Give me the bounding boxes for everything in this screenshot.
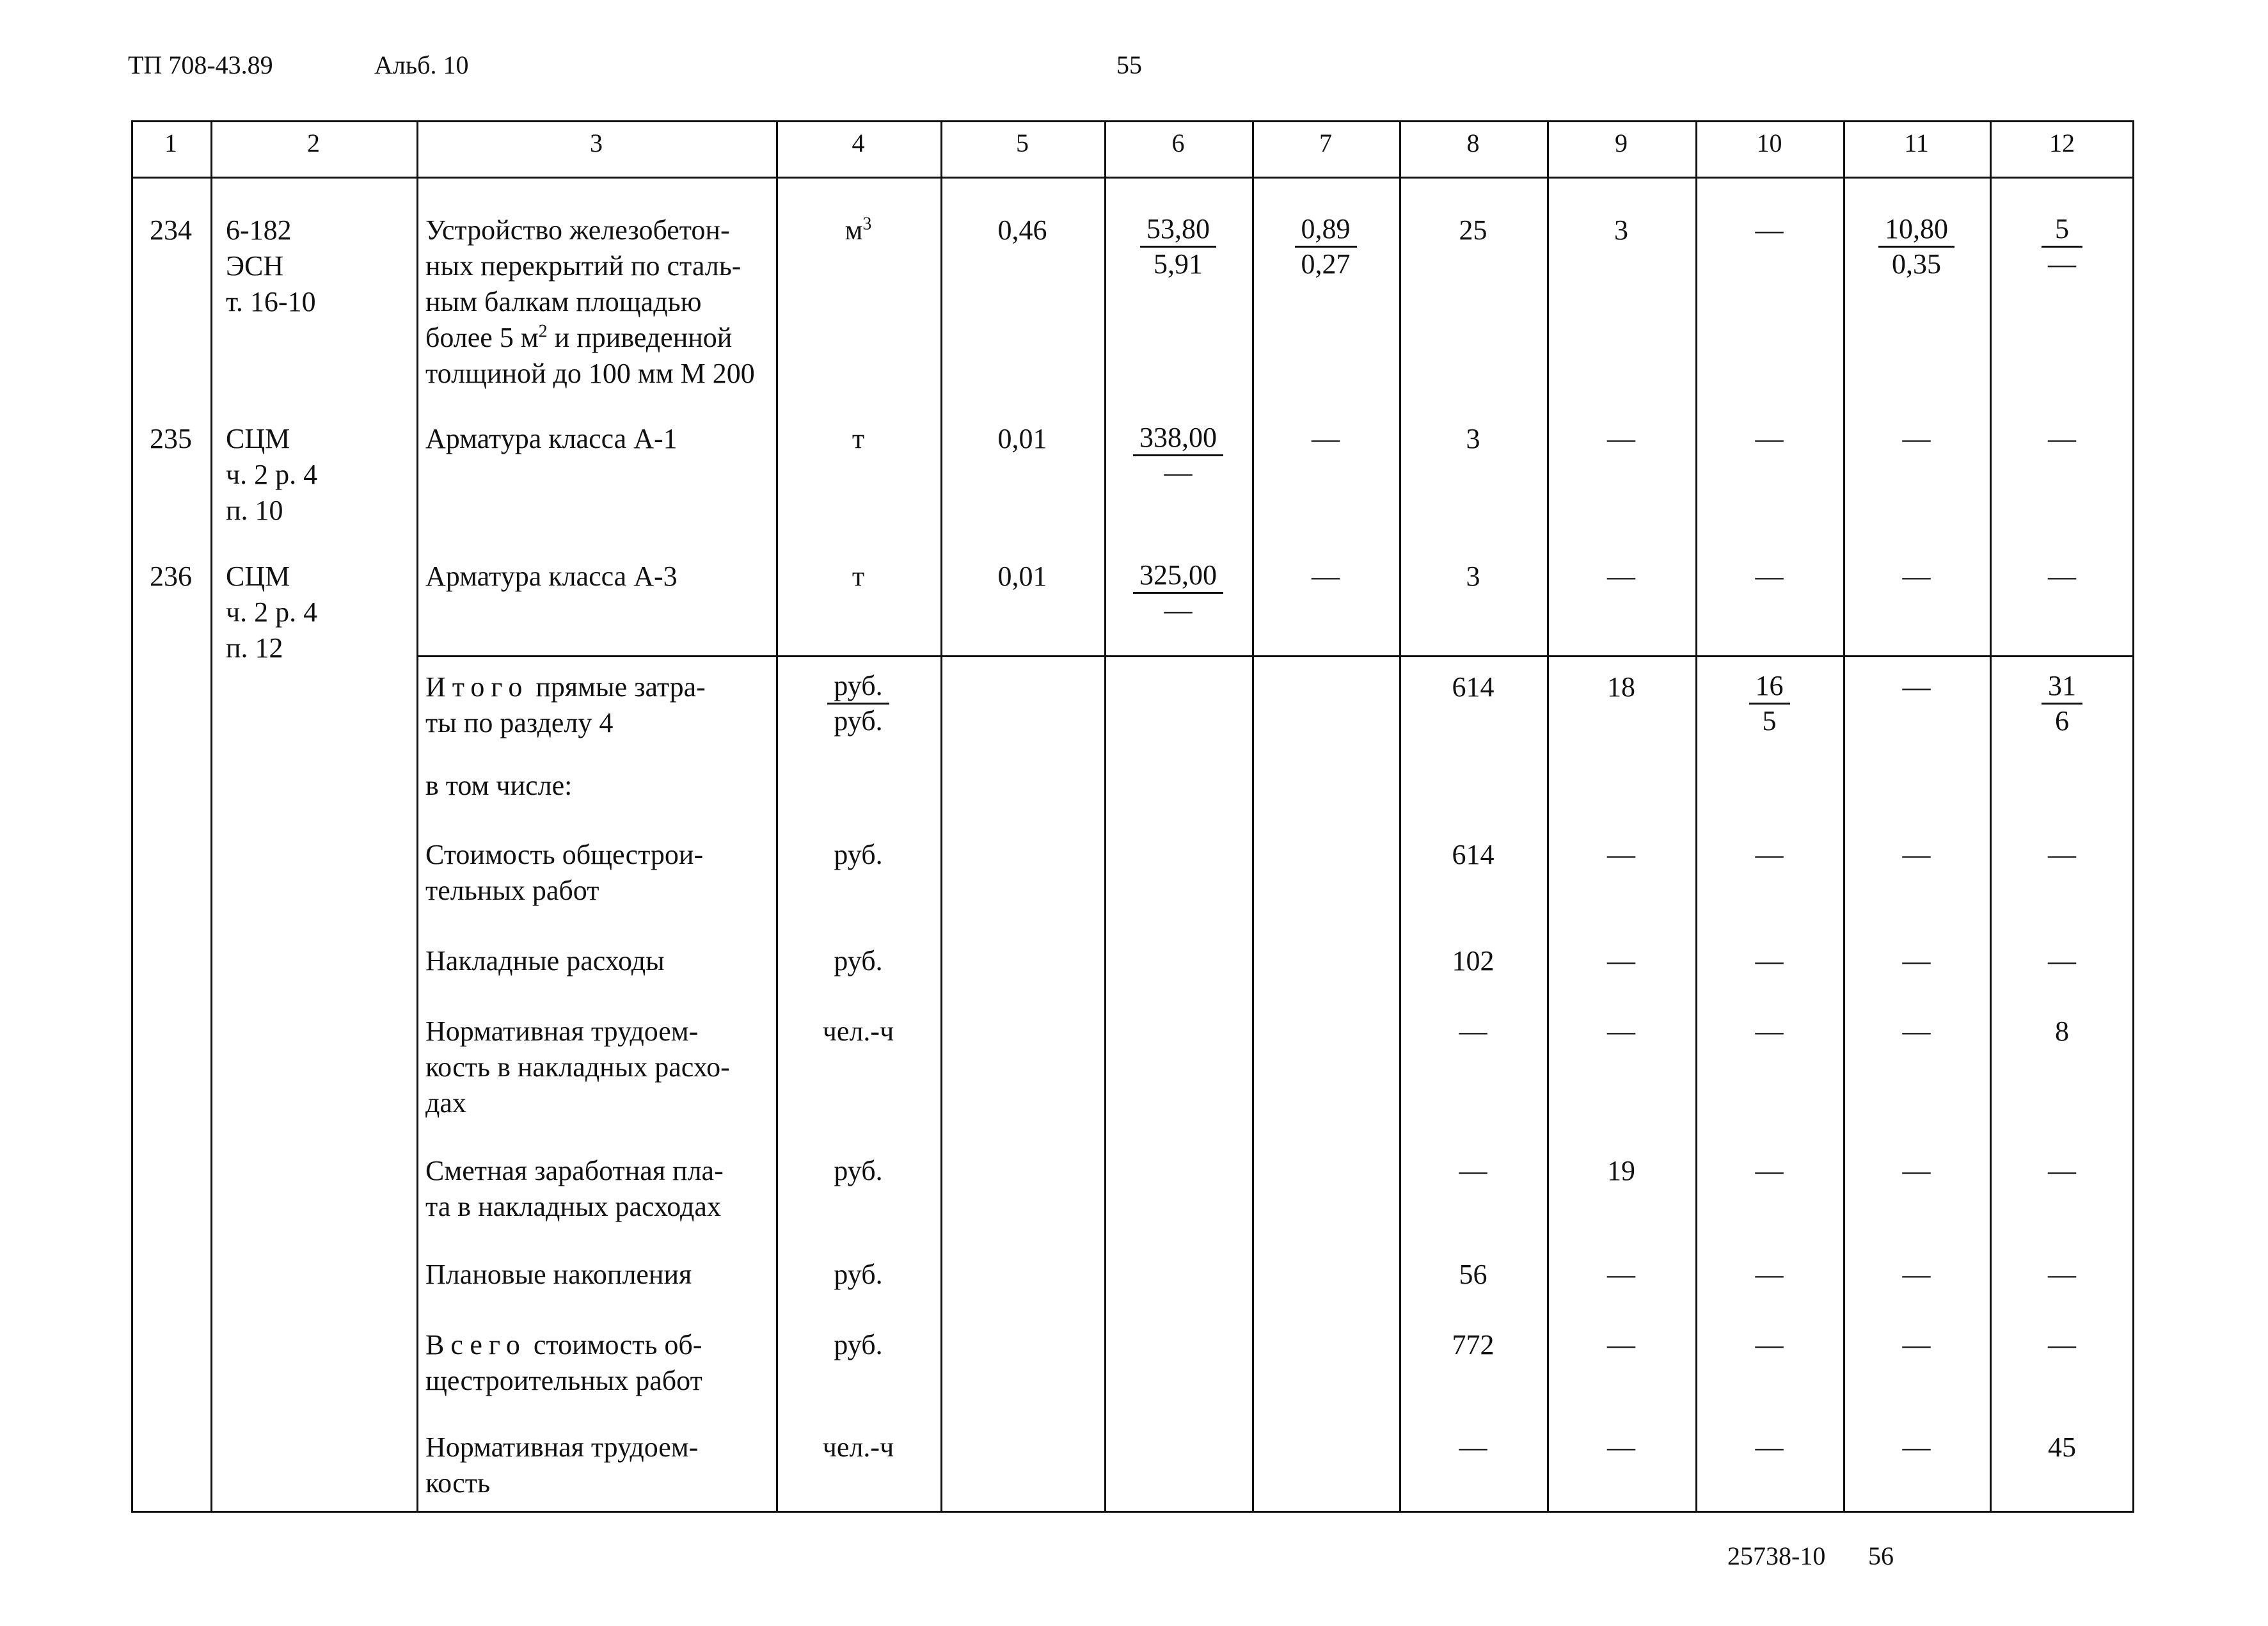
value-cell: —	[1459, 1431, 1487, 1463]
summary-label: Всего стоимость об- щестроительных работ	[425, 1329, 702, 1396]
col-divider	[416, 120, 418, 1513]
fraction-cell: $\frac{338,00}{—}$	[1104, 421, 1252, 491]
value-cell: —	[1755, 214, 1784, 246]
col-divider	[1990, 120, 1992, 1513]
value-cell: —	[1902, 1259, 1931, 1290]
value-cell: —	[2048, 1329, 2076, 1360]
unit: руб.	[834, 1329, 883, 1360]
value-cell: —	[1459, 1155, 1487, 1186]
norm-code: СЦМ ч. 2 р. 4 п. 12	[226, 561, 318, 664]
summary-label: Сметная заработная пла- та в накладных расходах	[425, 1155, 724, 1222]
col-header-5: 5	[1016, 129, 1029, 157]
value-cell: 18	[1607, 671, 1635, 703]
value-cell: —	[1755, 423, 1784, 454]
value-cell: —	[1902, 839, 1931, 870]
summary-label: Итого прямые затра- ты по разделу 4	[425, 671, 706, 738]
value-cell: 56	[1459, 1259, 1487, 1290]
value-cell: 3	[1466, 561, 1480, 592]
fraction-cell: $\frac{10,80}{0,35}$	[1843, 212, 1990, 282]
norm-code: СЦМ ч. 2 р. 4 п. 10	[226, 423, 318, 526]
unit: руб.	[834, 839, 883, 870]
value-cell: —	[2048, 1155, 2076, 1186]
col-divider	[1399, 120, 1401, 1513]
value-cell: —	[1755, 839, 1784, 870]
value-cell: —	[1607, 561, 1635, 592]
value-cell: 614	[1452, 839, 1495, 870]
value-cell: 102	[1452, 945, 1495, 976]
col-divider	[210, 120, 212, 1513]
value-cell: —	[1607, 839, 1635, 870]
value-cell: 19	[1607, 1155, 1635, 1186]
summary-label: Нормативная трудоем- кость	[425, 1431, 699, 1499]
value-cell: —	[1607, 1259, 1635, 1290]
summary-divider	[416, 655, 2134, 657]
value-cell: —	[1902, 1329, 1931, 1360]
col-divider	[1695, 120, 1697, 1513]
value-cell: 45	[2048, 1431, 2076, 1463]
value-cell: —	[1755, 1259, 1784, 1290]
unit: руб.	[834, 1259, 883, 1290]
quantity: 0,01	[997, 423, 1047, 454]
fraction-cell: $\frac{0,89}{0,27}$	[1252, 212, 1399, 282]
row-number: 235	[150, 423, 192, 454]
unit: т	[852, 423, 865, 454]
col-divider	[1252, 120, 1254, 1513]
value-cell: —	[2048, 423, 2076, 454]
summary-label: Стоимость общестрои- тельных работ	[425, 839, 704, 906]
value-cell: —	[1755, 561, 1784, 592]
quantity: 0,46	[997, 214, 1047, 246]
header-divider	[131, 177, 2134, 179]
value-cell: —	[2048, 945, 2076, 976]
album-label: Альб. 10	[374, 51, 469, 79]
summary-label: Нормативная трудоем- кость в накладных расхо- дах	[425, 1016, 730, 1119]
value-cell: —	[1902, 671, 1931, 703]
unit: чел.-ч	[822, 1016, 894, 1047]
value-cell: 772	[1452, 1329, 1495, 1360]
value-cell: —	[1607, 945, 1635, 976]
summary-label: Плановые накопления	[425, 1259, 692, 1290]
value-cell: —	[1312, 423, 1340, 454]
including-label: в том числе:	[425, 770, 573, 801]
value-cell: —	[1607, 423, 1635, 454]
col-divider	[1843, 120, 1845, 1513]
col-header-9: 9	[1615, 129, 1628, 157]
value-cell: —	[2048, 1259, 2076, 1290]
unit: чел.-ч	[822, 1431, 894, 1463]
value-cell: 8	[2055, 1016, 2069, 1047]
col-divider	[1547, 120, 1549, 1513]
col-divider	[776, 120, 778, 1513]
footer-code: 25738-10	[1727, 1542, 1826, 1570]
col-header-12: 12	[2049, 129, 2075, 157]
quantity: 0,01	[997, 561, 1047, 592]
unit: т	[852, 561, 865, 592]
col-header-3: 3	[590, 129, 603, 157]
value-cell: —	[1755, 1016, 1784, 1047]
value-cell: 25	[1459, 214, 1487, 246]
value-cell: —	[1755, 1155, 1784, 1186]
unit: $м^3$	[845, 214, 872, 246]
col-header-4: 4	[852, 129, 865, 157]
col-header-10: 10	[1756, 129, 1782, 157]
value-cell: —	[1607, 1016, 1635, 1047]
row-number: 234	[150, 214, 192, 246]
footer-sheet: 56	[1868, 1542, 1894, 1570]
value-cell: 3	[1614, 214, 1628, 246]
fraction-cell: $\frac{5}{—}$	[1990, 212, 2134, 282]
value-cell: —	[1607, 1329, 1635, 1360]
value-cell: —	[1902, 423, 1931, 454]
row-number: 236	[150, 561, 192, 592]
value-cell: —	[1459, 1016, 1487, 1047]
col-header-2: 2	[307, 129, 320, 157]
value-cell: —	[1902, 1431, 1931, 1463]
col-header-7: 7	[1319, 129, 1332, 157]
fraction-cell: $\frac{325,00}{—}$	[1104, 559, 1252, 628]
value-cell: —	[1755, 1431, 1784, 1463]
work-description: Устройство железобетон- ных перекрытий по сталь- ным балкам площадью более 5 $м^2$ и приведенной толщиной до 100 мм М 200	[425, 214, 755, 389]
doc-code: ТП 708-43.89	[128, 51, 273, 79]
value-cell: 614	[1452, 671, 1495, 703]
value-cell: —	[1312, 561, 1340, 592]
col-header-1: 1	[164, 129, 177, 157]
value-cell: —	[2048, 839, 2076, 870]
norm-code: 6-182 ЭСН т. 16-10	[226, 214, 316, 317]
value-cell: —	[1902, 945, 1931, 976]
fraction-cell: $\frac{16}{5}$	[1695, 669, 1843, 739]
value-cell: —	[1755, 1329, 1784, 1360]
value-cell: —	[1902, 561, 1931, 592]
fraction-cell: $\frac{53,80}{5,91}$	[1104, 212, 1252, 282]
work-description: Арматура класса А-3	[425, 561, 678, 592]
col-divider	[940, 120, 942, 1513]
unit: руб.	[834, 945, 883, 976]
value-cell: 3	[1466, 423, 1480, 454]
fraction-cell: $\frac{31}{6}$	[1990, 669, 2134, 739]
unit: $\frac{\text{руб.}}{\text{руб.}}$	[776, 669, 940, 739]
estimate-table	[131, 120, 2134, 1513]
work-description: Арматура класса А-1	[425, 423, 678, 454]
value-cell: —	[1902, 1155, 1931, 1186]
unit: руб.	[834, 1155, 883, 1186]
summary-label: Накладные расходы	[425, 945, 665, 976]
value-cell: —	[1607, 1431, 1635, 1463]
col-divider	[1104, 120, 1106, 1513]
value-cell: —	[1755, 945, 1784, 976]
col-header-8: 8	[1466, 129, 1480, 157]
value-cell: —	[2048, 561, 2076, 592]
col-header-11: 11	[1904, 129, 1929, 157]
col-header-6: 6	[1171, 129, 1185, 157]
value-cell: —	[1902, 1016, 1931, 1047]
page-number: 55	[1116, 51, 1142, 79]
